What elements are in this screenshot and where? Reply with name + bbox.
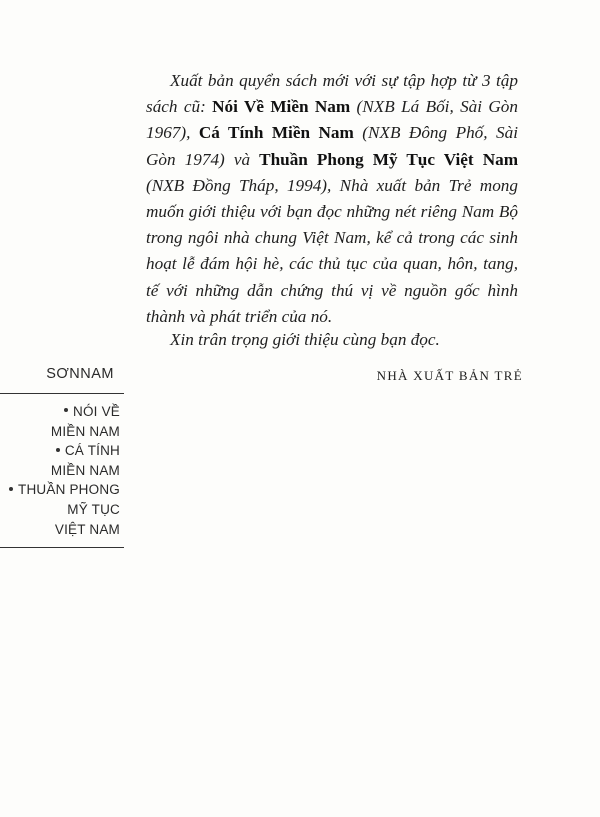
series-title-text: VIỆT NAM (54, 521, 120, 537)
series-title-line (0, 402, 120, 422)
title-thuan-phong-my-tuc: Thuần Phong Mỹ Tục Việt Nam (259, 149, 519, 169)
closing-line: Xin trân trọng giới thiệu cùng bạn đọc. (170, 330, 440, 349)
series-author: SƠNNAM (46, 366, 114, 382)
series-title-line (0, 461, 120, 481)
bullet-icon (9, 487, 13, 491)
series-title-text: MIỀN NAM (50, 462, 120, 478)
series-title-text: CÁ TÍNH (64, 443, 120, 459)
blurb-text-3: (NXB Đông Phố, Sài Gòn 1974) và (146, 123, 518, 169)
series-title-text: THUẦN PHONG (18, 482, 120, 498)
bullet-icon (56, 448, 60, 452)
bullet-icon (64, 408, 68, 412)
series-block (0, 364, 128, 548)
series-title-line (0, 441, 120, 461)
series-title-line (0, 422, 120, 442)
series-title-text: NÓI VỀ (73, 404, 120, 419)
title-ca-tinh-mien-nam: Cá Tính Miền Nam (198, 123, 354, 143)
blurb-text-1: Xuất bản quyển sách mới với sự tập hợp từ 3 tập sách cũ: (146, 71, 518, 117)
series-title-text: MIỀN NAM (50, 423, 120, 439)
publisher-name: NHÀ XUẤT BẢN TRẺ (376, 368, 523, 383)
series-title-line (0, 480, 120, 500)
series-title-line (0, 500, 120, 520)
top-divider (0, 393, 124, 394)
blurb-text-2: (NXB Lá Bối, Sài Gòn 1967), (146, 97, 518, 143)
blurb-text-4: (NXB Đồng Tháp, 1994), Nhà xuất bản Trẻ mong muốn giới thiệu với bạn đọc những nét riêng Nam Bộ trong ngôi nhà chung Việt Nam, kể cả trong các sinh hoạt lễ đám hội hè, các thủ tục của quan, hôn, tang, tế với những dẫn chứng thú vị về nguồn gốc hình thành và phát triển của nó. (146, 175, 518, 326)
title-noi-ve-mien-nam: Nói Về Miền Nam (212, 97, 351, 117)
bottom-divider (0, 547, 124, 548)
series-title-line (0, 520, 120, 540)
series-titles (0, 402, 128, 539)
description-paragraph (146, 68, 518, 330)
series-title-text: MỸ TỤC (67, 501, 120, 517)
